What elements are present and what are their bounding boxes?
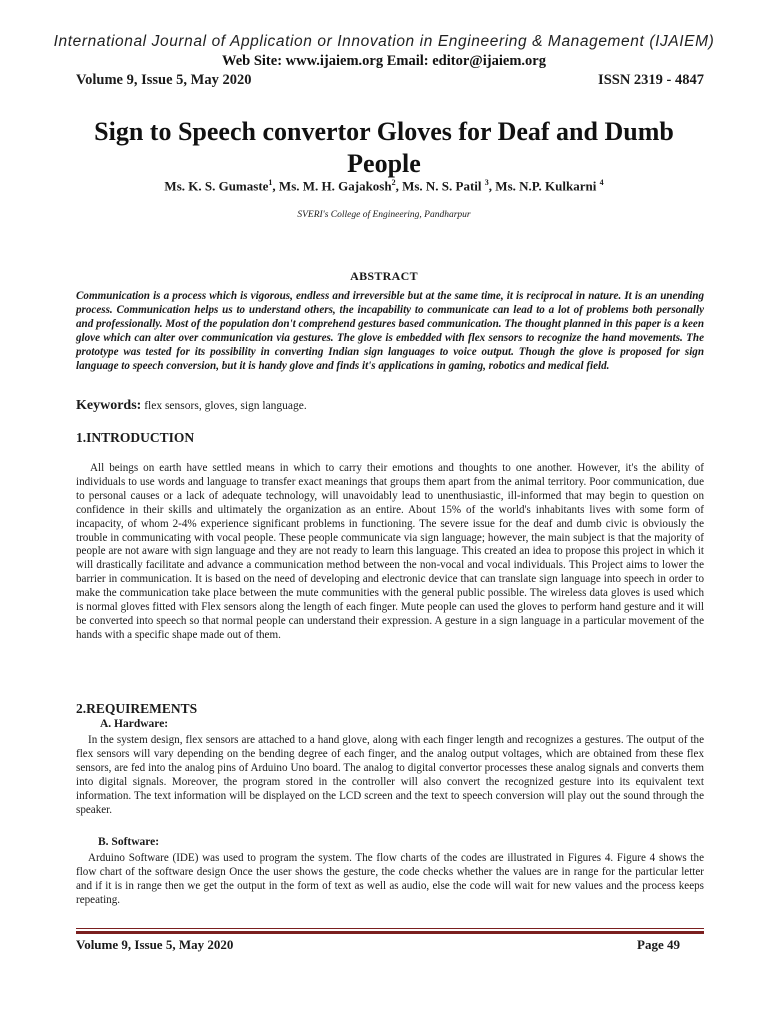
author-affiliation-mark: 2 [391,178,396,187]
author-name: Ms. N.P. Kulkarni [495,178,600,194]
author-list: Ms. K. S. Gumaste$^1$, Ms. M. H. Gajakosh$^2$, Ms. N. S. Patil $^3$, Ms. N.P. Kulkarni $^4$ [164,178,604,194]
footer-rule [76,928,704,934]
author-name: Ms. K. S. Gumaste [164,178,269,194]
page-footer [76,937,704,953]
section-heading-requirements: 2.REQUIREMENTS [76,701,198,716]
journal-name: International Journal of Application or Innovation in Engineering & Management (IJAIEM) [53,33,715,50]
journal-website: Web Site: www.ijaiem.org Email: editor@ijaiem.org [222,53,546,69]
author-affiliation-mark: 1 [268,178,273,187]
author-affiliation-mark: 4 [599,178,604,187]
footer-volume: Volume 9, Issue 5, May 2020 [76,937,234,952]
introduction-paragraph: All beings on earth have settled means in which to carry their emotions and thoughts to one another. However, it's the ability of individuals to use words and language to transfer exact meanings that groups them apart from the animal territory. Poor communication, due to personal causes or a lack of adequate technology, will unavoidably lead to unenthusiastic, ill-informed that may begin to question on confidence in their skills and ultimately the organization as an entire. About 15% of the world's inhabitants lives with some form of incapacity, of whom 2-4% experience significant problems in functioning. The severe issue for the deaf and dumb civic is obviously the trouble in communicating with vocal people. These people communicate via sign language; however, the main subject is that the majority of people are not aware with sign language and they are not ready to learn this language. This created an idea to propose this project in which it will drastically facilitate and advance a communication method between the non-vocal and vocal individuals. This Project aims to lower the barrier in communication. It is based on the need of developing and electronic device that can translate sign language into speech in order to make the communication take place between the mute communities with the general public possible. The wireless data gloves is used which is normal gloves fitted with Flex sensors along the length of each finger. Mute people can used the gloves to perform hand gesture and it will be converted into speech so that normal people can understand their expression. A gesture in a sign language in a particular movement of the hands with a specific shape made out of them. [76,462,704,641]
author-affiliation-mark: 3 [484,178,489,187]
software-paragraph: Arduino Software (IDE) was used to program the system. The flow charts of the codes are illustrated in Figures 4. Figure 4 shows the flow chart of the software design Once the user shows the gesture, the code checks whether the values are in range for the particular letter and if it is in range then we get the output in the form of text as well as audio, else the code will wait for new values and the process keeps repeating. [76,852,704,906]
author-name: Ms. N. S. Patil [402,178,485,194]
subsection-heading-hardware: A. Hardware: [100,718,169,730]
paper-title: Sign to Speech convertor Gloves for Deaf and Dumb People [94,117,674,178]
hardware-paragraph: In the system design, flex sensors are attached to a hand glove, along with each finger length and recognizes a gestures. The output of the flex sensors will vary depending on the bending degree of each finger, and the analog output voltages, which are obtained from these flex sensors, are fed into the analog pins of Arduino Uno board. The analog to digital convertor processes these analog signals and converts them into digital signals. Moreover, the program stored in the controller will also convert the recognized gesture into its equivalent text information. The text information will be displayed on the LCD screen and the text to speech conversion will play out the sound through the speaker. [76,734,704,816]
header-volume: Volume 9, Issue 5, May 2020 [76,72,252,88]
keywords [76,398,704,414]
subsection-heading-software: B. Software: [98,836,160,848]
section-heading-introduction: 1.INTRODUCTION [76,430,195,445]
header-volume-row [76,72,704,89]
page-number: Page 49 [637,937,680,952]
keywords-label: Keywords: [76,398,142,413]
abstract-heading: ABSTRACT [350,269,418,283]
abstract-text: Communication is a process which is vigorous, endless and irreversible but at the same time, it is reciprocal in nature. It is an unending process. Communication helps us to understand others, the incapability to communicate can lead to a lot of problems both personally and professionally. Most of the population don't comprehend gestures based communication. The thought planned in this paper is a keen glove which can alter over communication via gestures. The glove is embedded with flex sensors to recognize the hand movements. The prototype was tested for its possibility in converting Indian sign languages to voice output. Though the glove is proposed for sign language to speech conversion, but it is handy glove and finds it's applications in gaming, robotics and medical field. [76,290,704,372]
keywords-text: flex sensors, gloves, sign language. [141,400,307,412]
header-issn: ISSN 2319 - 4847 [598,72,704,88]
author-affiliation: SVERI's College of Engineering, Pandharpur [297,210,471,220]
author-name: Ms. M. H. Gajakosh [278,178,392,194]
